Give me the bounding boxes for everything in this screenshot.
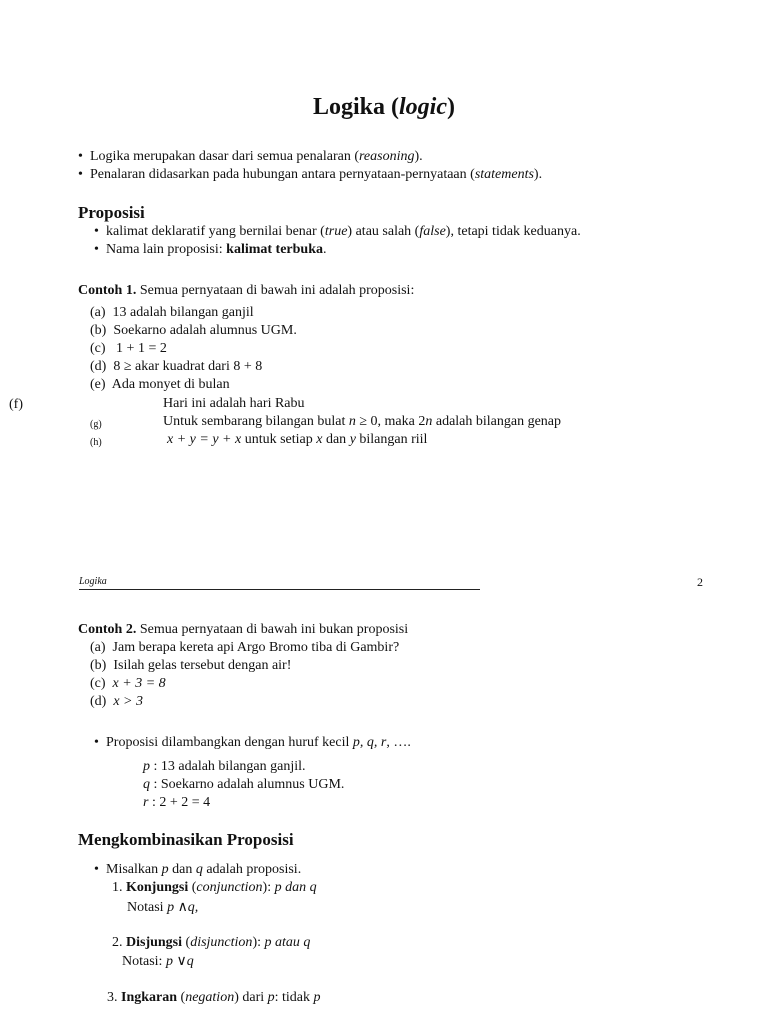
contoh-1-item-a: (a) 13 adalah bilangan ganjil bbox=[90, 305, 254, 320]
disjungsi-notasi: Notasi: p ∨q bbox=[122, 954, 194, 969]
page-number: 2 bbox=[697, 575, 703, 589]
disjungsi-item: 2. Disjungsi (disjunction): p atau q bbox=[112, 935, 311, 950]
lambang-def-r: r : 2 + 2 = 4 bbox=[143, 795, 211, 810]
contoh-1-item-f: Hari ini adalah hari Rabu bbox=[163, 396, 305, 411]
section-heading-kombinasi: Mengkombinasikan Proposisi bbox=[78, 830, 294, 849]
intro-item-2: • Penalaran didasarkan pada hubungan antara pernyataan-pernyataan (statements). bbox=[78, 167, 543, 182]
contoh-1-item-b: (b) Soekarno adalah alumnus UGM. bbox=[90, 323, 297, 338]
contoh-1-tag-h: (h) bbox=[90, 437, 102, 448]
contoh-1-item-h: x + y = y + x untuk setiap x dan y bilangan riil bbox=[167, 432, 428, 447]
lambang-item: • Proposisi dilambangkan dengan huruf kecil p, q, r, …. bbox=[94, 735, 411, 750]
contoh-1-item-d: (d) 8 ≥ akar kuadrat dari 8 + 8 bbox=[90, 359, 263, 374]
proposisi-item-2: • Nama lain proposisi: kalimat terbuka. bbox=[94, 242, 327, 257]
ingkaran-item: 3. Ingkaran (negation) dari p: tidak p bbox=[107, 990, 321, 1005]
konjungsi-notasi: Notasi p ∧q, bbox=[127, 900, 199, 915]
contoh-1-tag-f: (f) bbox=[9, 397, 23, 412]
contoh-2-item-d: (d) x > 3 bbox=[90, 694, 143, 709]
lambang-def-p: p : 13 adalah bilangan ganjil. bbox=[143, 759, 306, 774]
intro-item-1: • Logika merupakan dasar dari semua penalaran (reasoning). bbox=[78, 149, 423, 164]
contoh-1-item-e: (e) Ada monyet di bulan bbox=[90, 377, 230, 392]
footer-title: Logika bbox=[79, 576, 107, 587]
page-title: Logika (logic) bbox=[312, 94, 456, 120]
kombinasi-intro: • Misalkan p dan q adalah proposisi. bbox=[94, 862, 302, 877]
section-heading-proposisi: Proposisi bbox=[78, 203, 145, 222]
lambang-def-q: q : Soekarno adalah alumnus UGM. bbox=[143, 777, 345, 792]
contoh-1-item-g: Untuk sembarang bilangan bulat n ≥ 0, maka 2n adalah bilangan genap bbox=[163, 414, 562, 429]
footer-divider bbox=[79, 589, 480, 590]
contoh-2-item-c: (c) x + 3 = 8 bbox=[90, 676, 166, 691]
contoh-2-intro: Contoh 2. Semua pernyataan di bawah ini bukan proposisi bbox=[78, 622, 409, 637]
contoh-2-item-a: (a) Jam berapa kereta api Argo Bromo tiba di Gambir? bbox=[90, 640, 400, 655]
contoh-2-item-b: (b) Isilah gelas tersebut dengan air! bbox=[90, 658, 292, 673]
contoh-1-tag-g: (g) bbox=[90, 419, 102, 430]
konjungsi-item: 1. Konjungsi (conjunction): p dan q bbox=[112, 880, 317, 895]
contoh-1-item-c: (c) 1 + 1 = 2 bbox=[90, 341, 167, 356]
proposisi-item-1: • kalimat deklaratif yang bernilai benar (true) atau salah (false), tetapi tidak keduanya. bbox=[94, 224, 581, 239]
contoh-1-intro: Contoh 1. Semua pernyataan di bawah ini adalah proposisi: bbox=[78, 283, 415, 298]
